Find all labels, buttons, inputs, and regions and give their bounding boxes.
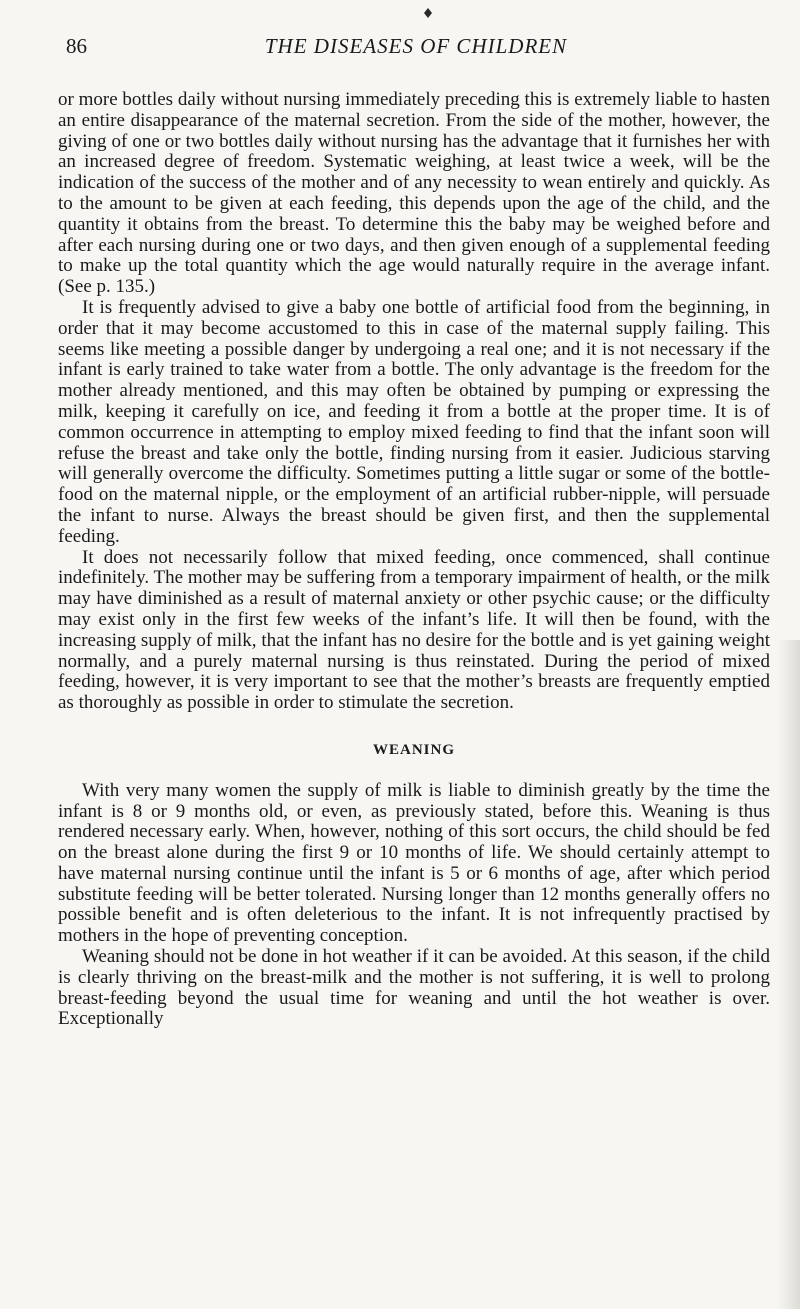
page-header [66,34,766,64]
paragraph: Weaning should not be done in hot weather if it can be avoided. At this season, if the child is clearly thriving on the breast-milk and the mother is not suffering, it is well to prolong breast-feeding beyond the usual time for weaning and until the hot weather is over. Exceptionally [58,946,770,1030]
ornament-mark-icon [423,8,433,18]
paragraph: It does not necessarily follow that mixed feeding, once commenced, shall continue indefinitely. The mother may be suffering from a temporary impairment of health, or the milk may have diminished as a result of maternal anxiety or other psychic cause; or the difficulty may exist only in the first few weeks of the infant’s life. It will then be found, with the increasing supply of milk, that the infant has no desire for the bottle and is yet gaining weight normally, and a purely maternal nursing is thus reinstated. During the period of mixed feeding, however, it is very important to see that the mother’s breasts are frequently emptied as thoroughly as possible in order to stimulate the secretion. [58,546,770,714]
paragraph: or more bottles daily without nursing immediately preceding this is extremely liable to hasten an entire disappearance of the maternal secretion. From the side of the mother, however, the giving of one or two bottles daily without nursing has the advantage that it furnishes her with an increased degree of freedom. Systematic weighing, at least twice a week, will be the indication of the success of the mother and of any necessity to wean entirely and quickly. As to the amount to be given at each feeding, this depends upon the age of the child, and the quantity it obtains from the breast. To determine this the baby may be weighed before and after each nursing during one or two days, and then given enough of a supplemental feeding to make up the total quantity which the age would naturally require in the average infant. (See p. 135.) [58,89,770,298]
paragraph: With very many women the supply of milk is liable to diminish greatly by the time the infant is 8 or 9 months old, or even, as previously stated, before this. Weaning is thus rendered necessary early. When, however, nothing of this sort occurs, the child should be fed on the breast alone during the first 9 or 10 months of life. We should certainly attempt to have maternal nursing continue until the infant is 5 or 6 months of age, after which period substitute feeding will be better tolerated. Nursing longer than 12 months generally offers no possible benefit and is often deleterious to the infant. It is not infrequently practised by mothers in the hope of preventing conception. [58,779,770,947]
body-text [58,90,770,1030]
page-edge-shadow [778,640,800,1309]
paragraph: It is frequently advised to give a baby one bottle of artificial food from the beginning, in order that it may become accustomed to this in case of the maternal supply failing. This seems like meeting a possible danger by undergoing a real one; and it is not necessary if the infant is early trained to take water from a bottle. The only advantage is the freedom for the mother already mentioned, and this may often be obtained by pumping or expressing the milk, keeping it carefully on ice, and feeding it from a bottle at the proper time. It is of common occurrence in attempting to employ mixed feeding to find that the infant soon will refuse the breast and take only the bottle, finding nursing from it easier. Judicious starving will generally overcome the difficulty. Sometimes putting a little sugar or some of the bottle-food on the maternal nipple, or the employment of an artificial rubber-nipple, will persuade the infant to nurse. Always the breast should be given first, and then the supplemental feeding. [58,296,770,547]
running-title: THE DISEASES OF CHILDREN [264,34,568,58]
section-heading: WEANING [372,741,455,758]
page-number: 86 [66,34,87,58]
